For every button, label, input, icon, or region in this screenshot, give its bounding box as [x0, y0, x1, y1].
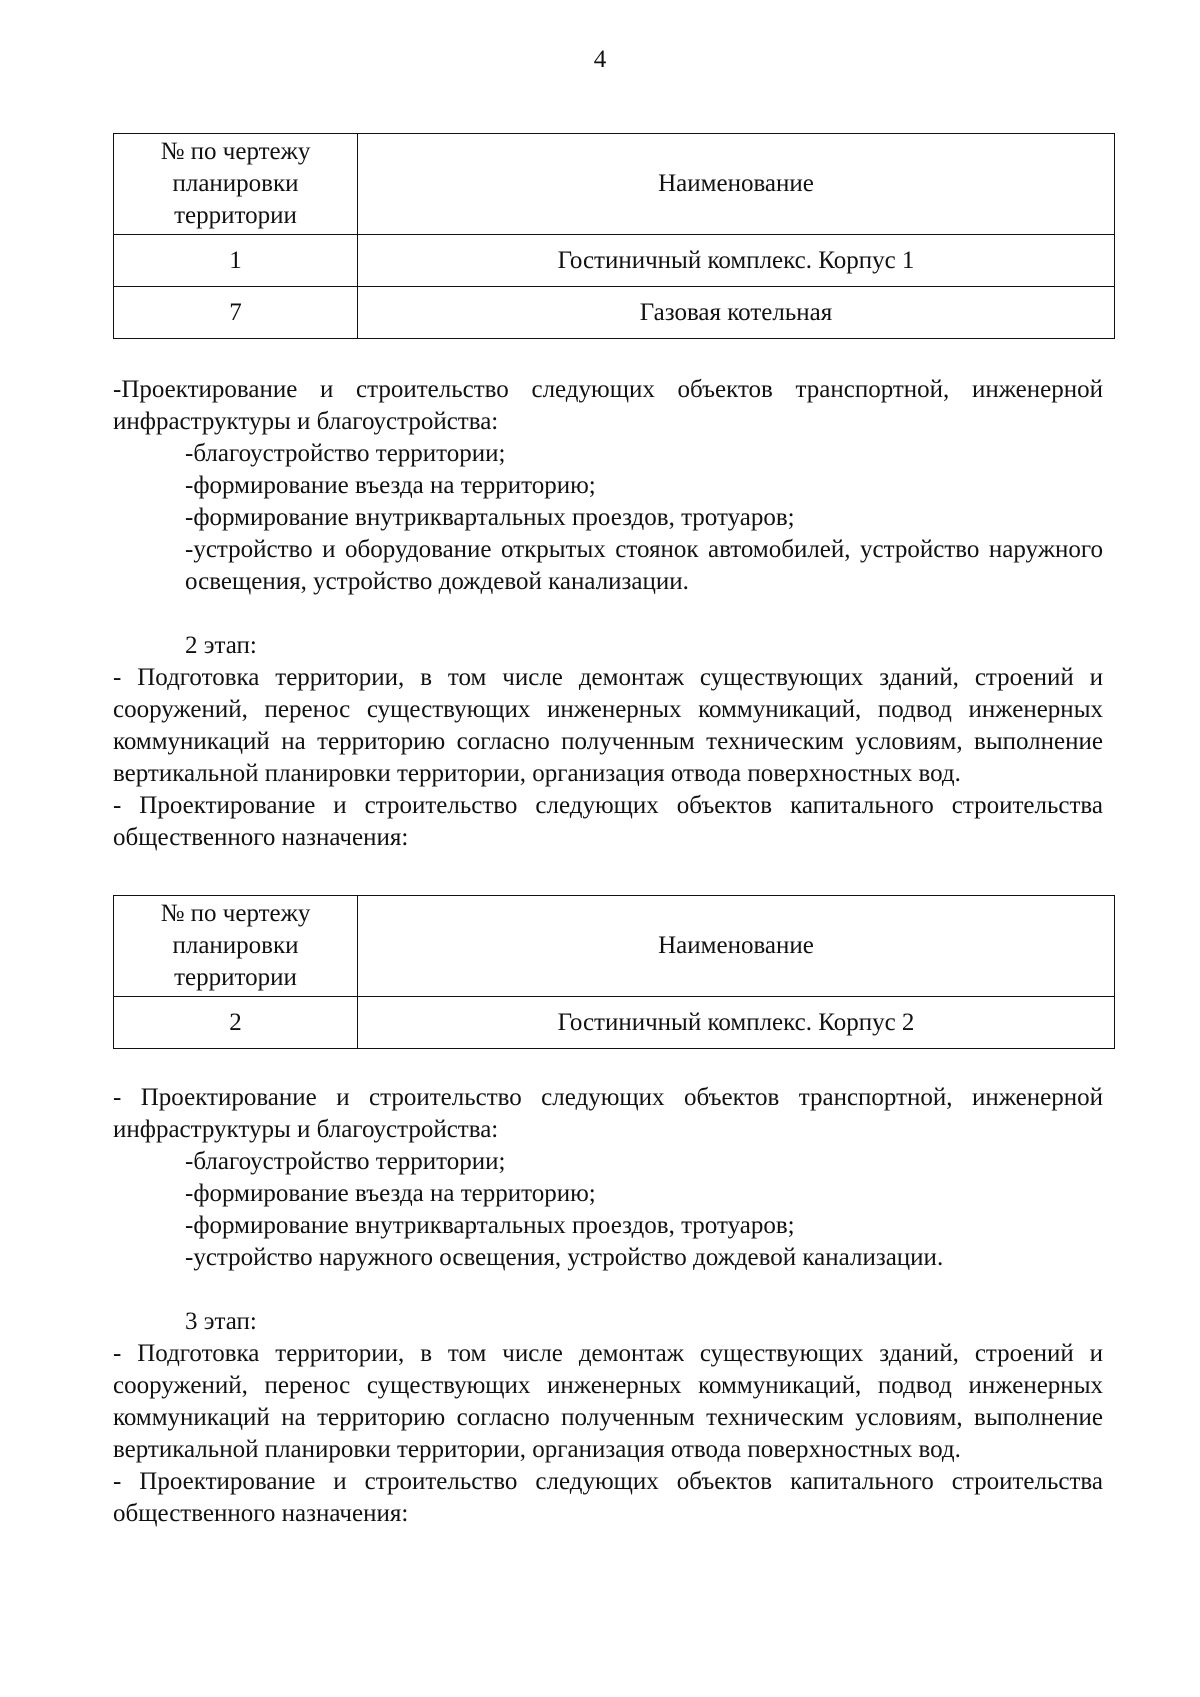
section-stage-2-infrastructure [113, 1082, 1103, 1530]
list-item: -благоустройство территории; [185, 1148, 506, 1175]
section-stage-1-infrastructure [113, 374, 1103, 854]
cell-name: Газовая котельная [358, 287, 1115, 339]
header-drawing-number: № по чертежу планировки территории [114, 896, 358, 997]
list-item: -формирование въезда на территорию; [185, 1180, 596, 1207]
paragraph-capital-construction: - Проектирование и строительство следующих объектов капитального строительства общественного назначения: [113, 1468, 1103, 1527]
paragraph-site-preparation: - Подготовка территории, в том числе демонтаж существующих зданий, строений и сооружений, перенос существующих инженерных коммуникаций, подвод инженерных коммуникаций на территорию согласно полученным техническим условиям, выполнение вертикальной планировки территории, организация отвода поверхностных вод. [113, 664, 1103, 787]
page-number: 4 [593, 46, 607, 73]
objects-table-stage-2 [113, 895, 1115, 1049]
cell-name: Гостиничный комплекс. Корпус 2 [358, 997, 1115, 1049]
objects-table-stage-1 [113, 133, 1115, 339]
header-name: Наименование [358, 134, 1115, 235]
cell-name: Гостиничный комплекс. Корпус 1 [358, 235, 1115, 287]
header-name: Наименование [358, 896, 1115, 997]
list-item: -формирование внутриквартальных проездов, тротуаров; [185, 1212, 795, 1239]
paragraph-infrastructure-intro: - Проектирование и строительство следующих объектов транспортной, инженерной инфраструктуры и благоустройства: [113, 1084, 1103, 1143]
list-item: -благоустройство территории; [185, 440, 506, 467]
list-item: -устройство наружного освещения, устройство дождевой канализации. [185, 1244, 944, 1271]
cell-drawing-number: 2 [114, 997, 358, 1049]
cell-drawing-number: 7 [114, 287, 358, 339]
cell-drawing-number: 1 [114, 235, 358, 287]
paragraph-capital-construction: - Проектирование и строительство следующих объектов капитального строительства общественного назначения: [113, 792, 1103, 851]
table-header-row [114, 896, 1115, 997]
header-drawing-number: № по чертежу планировки территории [114, 134, 358, 235]
table-header-row [114, 134, 1115, 235]
table-row [114, 997, 1115, 1049]
list-item: -формирование въезда на территорию; [185, 472, 596, 499]
table-row [114, 287, 1115, 339]
paragraph-site-preparation: - Подготовка территории, в том числе демонтаж существующих зданий, строений и сооружений, перенос существующих инженерных коммуникаций, подвод инженерных коммуникаций на территорию согласно полученным техническим условиям, выполнение вертикальной планировки территории, организация отвода поверхностных вод. [113, 1340, 1103, 1463]
paragraph-infrastructure-intro: -Проектирование и строительство следующих объектов транспортной, инженерной инфраструктуры и благоустройства: [113, 376, 1103, 435]
table-row [114, 235, 1115, 287]
stage-title: 3 этап: [185, 1308, 257, 1335]
list-item: -устройство и оборудование открытых стоянок автомобилей, устройство наружного освещения, устройство дождевой канализации. [185, 536, 1103, 595]
list-item: -формирование внутриквартальных проездов, тротуаров; [185, 504, 795, 531]
stage-title: 2 этап: [185, 632, 257, 659]
